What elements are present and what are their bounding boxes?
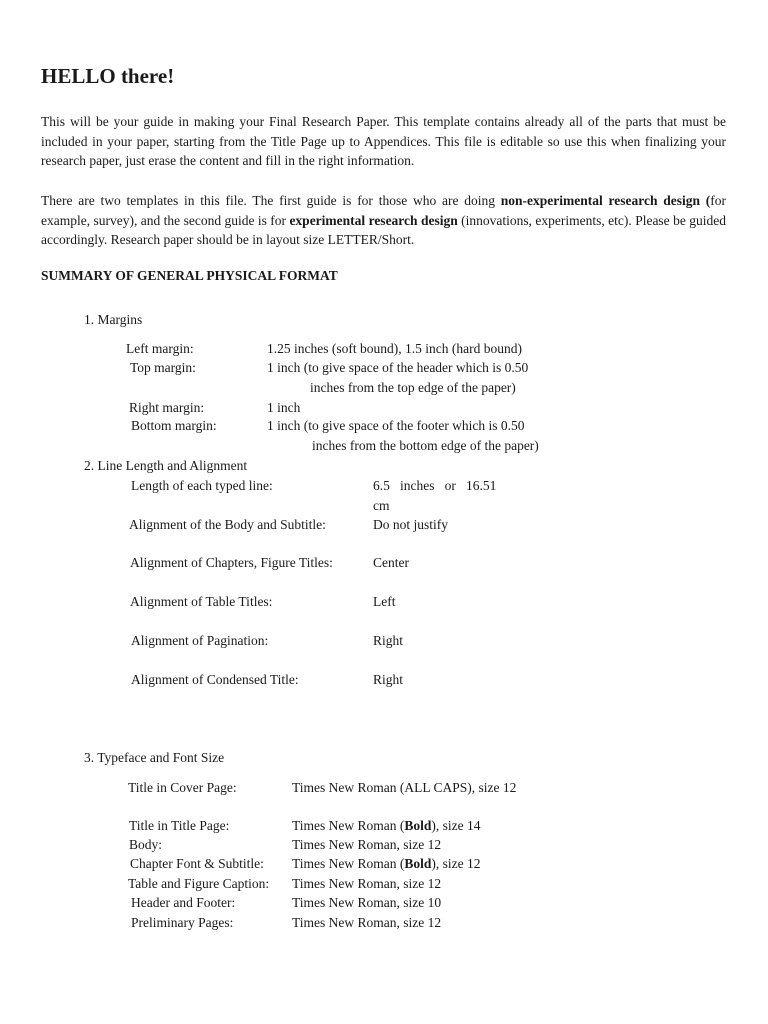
line-length-label: Length of each typed line: <box>131 478 273 493</box>
section-heading: SUMMARY OF GENERAL PHYSICAL FORMAT <box>41 268 338 283</box>
cover-title-value: Times New Roman (ALL CAPS), size 12 <box>292 780 517 795</box>
intro-paragraph-1: This will be your guide in making your Final Research Paper. This template contains already all of the parts that must be included in your paper, starting from the Title Page up to Appendices. This file is editable so use this when finalizing your research paper, just erase the content and fill in the right information. <box>41 114 726 169</box>
right-margin-value: 1 inch <box>267 400 301 415</box>
intro-text: (innovations, experiments, etc). Please be guided accordingly. Research paper should be in layout size LETTER/Short. <box>41 212 726 248</box>
line-length-unit: cm <box>373 498 390 513</box>
body-alignment-value: Do not justify <box>373 517 449 532</box>
condensed-alignment-value: Right <box>373 672 404 687</box>
top-margin-value: 1 inch (to give space of the header which is 0.50 <box>267 360 529 375</box>
chapters-alignment-value: Center <box>373 555 409 570</box>
font-text: ), size 12 <box>431 856 481 871</box>
experimental-emphasis: experimental research design <box>289 212 458 228</box>
font-text: ), size 14 <box>431 818 481 833</box>
font-text: Times New Roman ( <box>292 856 405 871</box>
non-experimental-emphasis: non-experimental research design ( <box>500 193 711 208</box>
chapter-font-label: Chapter Font & Subtitle: <box>130 856 264 871</box>
bottom-margin-value-cont: inches from the bottom edge of the paper) <box>312 438 539 453</box>
caption-font-label: Table and Figure Caption: <box>128 876 270 891</box>
body-font-value: Times New Roman, size 12 <box>292 837 442 852</box>
left-margin-value: 1.25 inches (soft bound), 1.5 inch (hard bound) <box>267 341 522 356</box>
chapters-alignment-label: Alignment of Chapters, Figure Titles: <box>130 555 333 570</box>
intro-text: There are two templates in this file. The first guide is for those who are doing <box>41 193 501 208</box>
line-length-value: 6.5 inches or 16.51 <box>373 478 497 493</box>
bold-emphasis: Bold <box>404 818 432 833</box>
line-length-heading: 2. Line Length and Alignment <box>84 458 248 473</box>
body-font-label: Body: <box>129 837 163 852</box>
preliminary-pages-value: Times New Roman, size 12 <box>292 915 442 930</box>
caption-font-value: Times New Roman, size 12 <box>292 876 442 891</box>
top-margin-value-cont: inches from the top edge of the paper) <box>310 380 516 395</box>
right-margin-label: Right margin: <box>129 400 205 415</box>
intro-paragraph-2 <box>41 191 726 250</box>
preliminary-pages-label: Preliminary Pages: <box>131 915 234 930</box>
body-alignment-label: Alignment of the Body and Subtitle: <box>129 517 326 532</box>
table-alignment-value: Left <box>373 594 396 609</box>
table-alignment-label: Alignment of Table Titles: <box>130 594 273 609</box>
left-margin-label: Left margin: <box>126 341 194 356</box>
intro-text: for example, survey), and the second guide is for <box>41 193 727 228</box>
condensed-alignment-label: Alignment of Condensed Title: <box>131 672 299 687</box>
header-footer-value: Times New Roman, size 10 <box>292 895 442 910</box>
page-title: HELLO there! <box>41 64 175 88</box>
typeface-heading: 3. Typeface and Font Size <box>84 750 225 765</box>
cover-title-label: Title in Cover Page: <box>128 780 237 795</box>
chapter-font-value <box>292 854 481 874</box>
title-page-label: Title in Title Page: <box>129 818 230 833</box>
top-margin-label: Top margin: <box>130 360 196 375</box>
margins-heading: 1. Margins <box>84 312 143 327</box>
bold-emphasis: Bold <box>404 856 432 871</box>
bottom-margin-value: 1 inch (to give space of the footer which is 0.50 <box>267 418 525 433</box>
title-page-value <box>292 816 481 836</box>
font-text: Times New Roman ( <box>292 818 405 833</box>
pagination-alignment-label: Alignment of Pagination: <box>131 633 269 648</box>
header-footer-label: Header and Footer: <box>131 895 236 910</box>
bottom-margin-label: Bottom margin: <box>131 418 217 433</box>
pagination-alignment-value: Right <box>373 633 404 648</box>
